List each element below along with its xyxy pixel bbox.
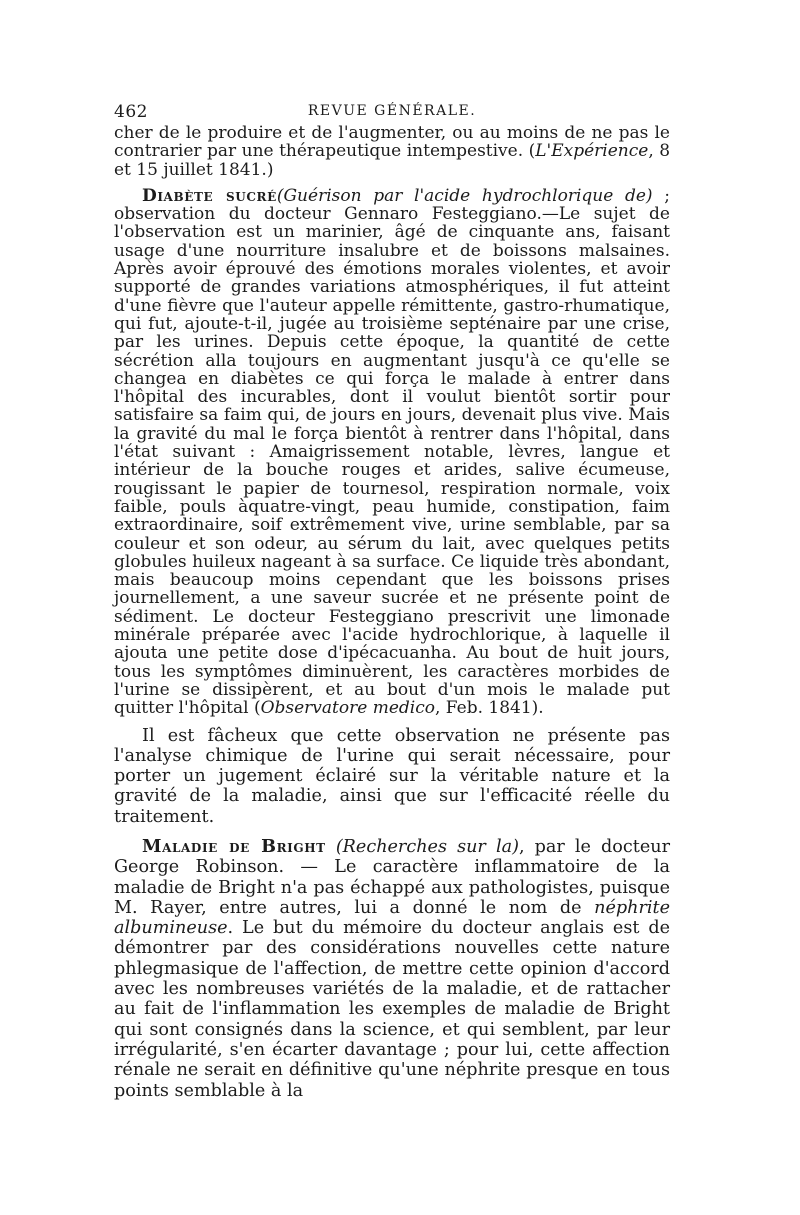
commentary-text: Il est fâcheux que cette observation ne présente pas l'analyse chimique de l'urine qui serait nécessaire, pour porter un jugement éclairé sur la véritable nature et la gravité de la maladie, ainsi que sur l'efficacité réelle du traitement. (114, 725, 670, 827)
article-body-bright-end: . Le but du mémoire du docteur anglais est de démontrer par des considérations nouvelles cette nature phlegmasique de l'affection, de mettre cette opinion d'accord avec les nombreuses variétés de la maladie, et de rattacher au fait de l'inflammation les exemples de maladie de Bright qui sont consignés dans la science, et qui semblent, par leur irrégularité, s'en écarter davantage ; pour lui, cette affection rénale ne serait en définitive qu'une néphrite presque en tous points semblable à la (114, 918, 670, 1101)
article-heading-diabete: Diabète sucré (142, 185, 277, 206)
article-body-bright: , par le docteur George Robinson. — Le caractère inflammatoire de la maladie de Bright n'a pas échappé aux pathologistes, puisque M. Rayer, entre autres, lui a donné le nom de (114, 836, 670, 918)
article-subheading-bright: (Recherches sur la) (335, 836, 519, 857)
article-source-date-diabete: , Feb. 1841). (434, 698, 544, 719)
article-diabete-sucre (114, 187, 670, 718)
page-number: 462 (114, 102, 148, 122)
commentary-paragraph (114, 726, 670, 827)
p1-text: cher de le produire et de l'augmenter, ou au moins de ne pas le contrarier par une thérapeutique intempestive. ( (114, 123, 670, 162)
article-heading-bright: Maladie de Bright (142, 835, 326, 857)
article-body-diabete: ; observation du docteur Gennaro Festeggiano.—Le sujet de l'observation est un marinier, âgé de cinquante ans, faisant usage d'une nourriture insalubre et de boissons malsaines. Après avoir éprouvé des émotions morales violentes, et avoir supporté de grandes variations atmosphériques, il fut atteint d'une fièvre que l'auteur appelle rémittente, gastro-rhumatique, qui fut, ajoute-t-il, jugée au troisième septénaire par une crise, par les urines. Depuis cette époque, la quantité de cette sécrétion alla toujours en augmentant jusqu'à ce qu'elle se changea en diabètes ce qui força le malade à entrer dans l'hôpital des incurables, dont il voulut bientôt sortir pour satisfaire sa faim qui, de jours en jours, devenait plus vive. Mais la gravité du mal le força bientôt à rentrer dans l'hôpital, dans l'état suivant : Amaigrissement notable, lèvres, langue et intérieur de la bouche rouges et arides, salive écumeuse, rougissant le papier de tournesol, respiration normale, voix faible, pouls àquatre-vingt, peau humide, constipation, faim extraordinaire, soif extrêmement vive, urine semblable, par sa couleur et son odeur, au sérum du lait, avec quelques petits globules huileux nageant à sa surface. Ce liquide très abondant, mais beaucoup moins cependant que les boissons prises journellement, a une saveur sucrée et ne présente point de sédiment. Le docteur Festeggiano prescrivit une limonade minérale préparée avec l'acide hydrochlorique, à laquelle il ajouta une petite dose d'ipécacuanha. Au bout de huit jours, tous les symptômes diminuèrent, les caractères morbides de l'urine se dissipèrent, et au bout d'un mois le malade put quitter l'hôpital ( (114, 185, 670, 719)
article-maladie-bright (114, 837, 670, 1101)
p1-source-date: , 8 et 15 juillet 1841.) (114, 141, 671, 180)
running-head: REVUE GÉNÉRALE. (307, 103, 477, 119)
p1-source-title: L'Expérience (535, 141, 649, 162)
document-page (114, 100, 670, 1101)
article-subheading-diabete: (Guérison par l'acide hydrochlorique de) (276, 185, 653, 206)
page-header (114, 100, 670, 124)
term-nephrite-albumineuse: néphrite albumineuse (114, 897, 670, 939)
paragraph-continuation (114, 124, 670, 179)
article-source-diabete: Observatore medico (260, 698, 435, 719)
